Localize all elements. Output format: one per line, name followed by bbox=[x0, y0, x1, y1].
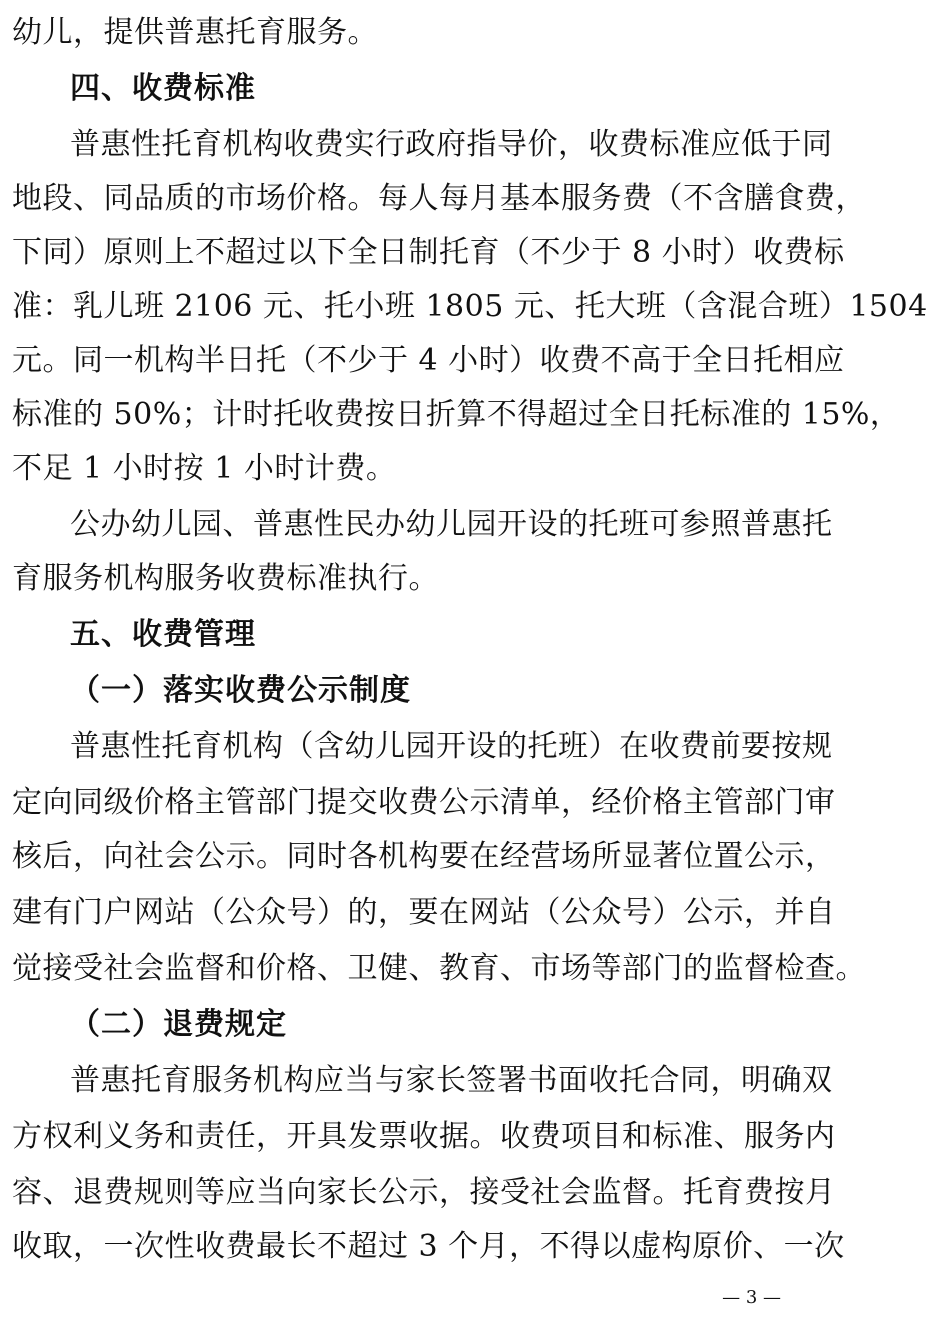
paragraph-line: 元。同一机构半日托（不少于 4 小时）收费不高于全日托相应 bbox=[12, 343, 845, 378]
paragraph-line: 育服务机构服务收费标准执行。 bbox=[12, 561, 439, 596]
paragraph-line: 核后，向社会公示。同时各机构要在经营场所显著位置公示， bbox=[12, 839, 836, 874]
paragraph-line: 普惠托育服务机构应当与家长签署书面收托合同，明确双 bbox=[70, 1063, 833, 1098]
section-heading-fee-standard: 四、收费标准 bbox=[70, 71, 256, 106]
paragraph-line: 地段、同品质的市场价格。每人每月基本服务费（不含膳食费， bbox=[12, 181, 866, 216]
page-number: — 3 — bbox=[722, 1287, 781, 1308]
paragraph-line: 准：乳儿班 2106 元、托小班 1805 元、托大班（含混合班）1504 bbox=[12, 289, 928, 324]
paragraph-line: 觉接受社会监督和价格、卫健、教育、市场等部门的监督检查。 bbox=[12, 951, 866, 986]
paragraph-line: 建有门户网站（公众号）的，要在网站（公众号）公示，并自 bbox=[12, 895, 836, 930]
section-heading-fee-management: 五、收费管理 bbox=[70, 617, 256, 652]
paragraph-line: 方权利义务和责任，开具发票收据。收费项目和标准、服务内 bbox=[12, 1119, 836, 1154]
paragraph-line: 定向同级价格主管部门提交收费公示清单，经价格主管部门审 bbox=[12, 785, 836, 820]
subsection-heading-fee-disclosure: （一）落实收费公示制度 bbox=[70, 673, 411, 708]
paragraph-line: 公办幼儿园、普惠性民办幼儿园开设的托班可参照普惠托 bbox=[70, 507, 833, 542]
paragraph-line: 普惠性托育机构收费实行政府指导价，收费标准应低于同 bbox=[70, 127, 833, 162]
paragraph-line: 幼儿，提供普惠托育服务。 bbox=[12, 15, 378, 50]
paragraph-line: 下同）原则上不超过以下全日制托育（不少于 8 小时）收费标 bbox=[12, 235, 845, 270]
paragraph-line: 普惠性托育机构（含幼儿园开设的托班）在收费前要按规 bbox=[70, 729, 833, 764]
paragraph-line: 容、退费规则等应当向家长公示，接受社会监督。托育费按月 bbox=[12, 1175, 836, 1210]
paragraph-line: 不足 1 小时按 1 小时计费。 bbox=[12, 451, 397, 486]
paragraph-line: 标准的 50%；计时托收费按日折算不得超过全日托标准的 15%， bbox=[12, 397, 901, 432]
subsection-heading-refund-rules: （二）退费规定 bbox=[70, 1007, 287, 1042]
paragraph-line: 收取，一次性收费最长不超过 3 个月，不得以虚构原价、一次 bbox=[12, 1229, 845, 1264]
